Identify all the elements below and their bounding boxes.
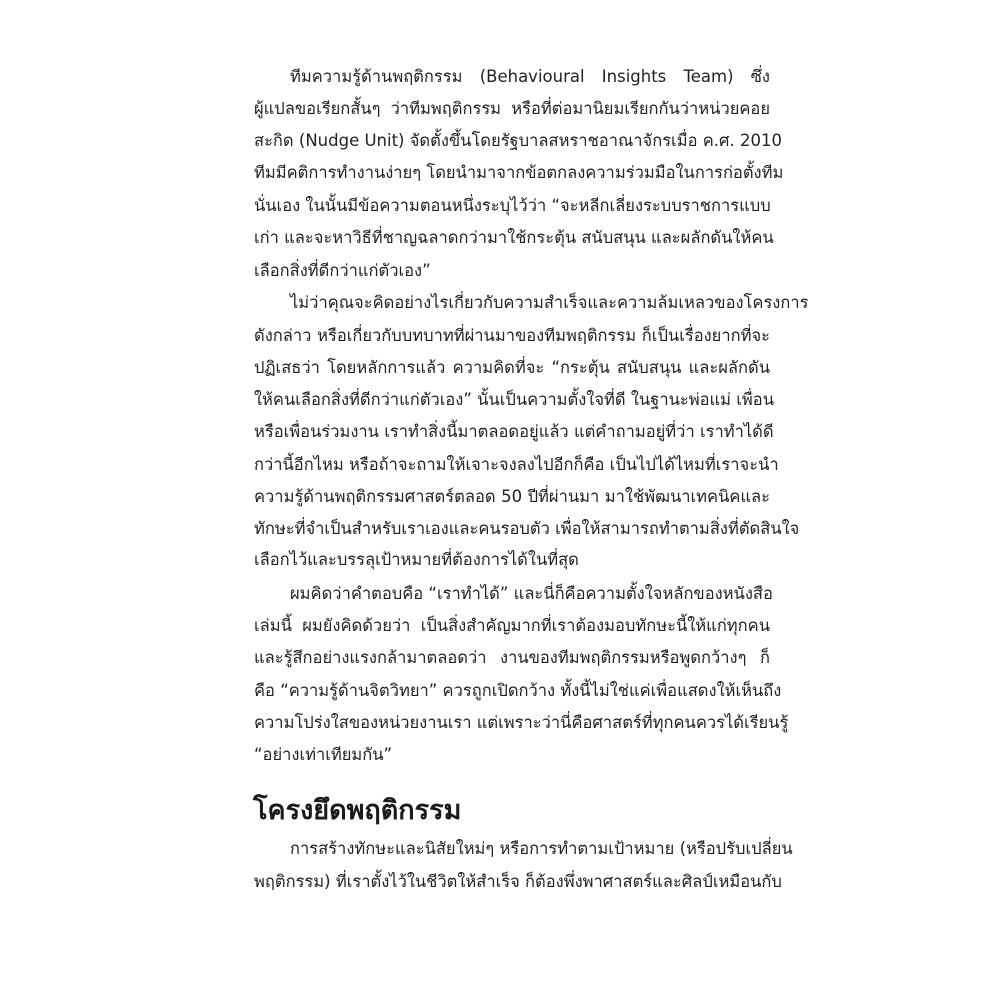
paragraph-2-line-5: หรือเพื่อนร่วมงาน เราทำสิ่งนี้มาตลอดอยู่แล้ว แต่คำถามอยู่ที่ว่า เราทำได้ดี	[254, 422, 774, 441]
paragraph-1-line-4: ทีมมีคติการทำงานง่ายๆ โดยนำมาจากข้อตกลงความร่วมมือในการก่อตั้งทีม	[254, 163, 784, 182]
paragraph-1-line-1: ทีมความรู้ด้านพฤติกรรม (Behavioural Insights Team) ซึ่ง	[290, 67, 770, 86]
paragraph-1-line-7: เลือกสิ่งที่ดีกว่าแก่ตัวเอง”	[254, 261, 431, 280]
paragraph-2-line-2: ดังกล่าว หรือเกี่ยวกับบทบาทที่ผ่านมาของทีมพฤติกรรม ก็เป็นเรื่องยากที่จะ	[254, 326, 770, 345]
paragraph-2-line-9: เลือกไว้และบรรลุเป้าหมายที่ต้องการได้ในที่สุด	[254, 550, 579, 569]
paragraph-2-line-3: ปฏิเสธว่า โดยหลักการแล้ว ความคิดที่จะ “กระตุ้น สนับสนุน และผลักดัน	[254, 358, 770, 377]
paragraph-1-line-5: นั่นเอง ในนั้นมีข้อความตอนหนึ่งระบุไว้ว่า “จะหลีกเลี่ยงระบบราชการแบบ	[254, 196, 771, 215]
paragraph-3-line-3: และรู้สึกอย่างแรงกล้ามาตลอดว่า งานของทีมพฤติกรรมหรือพูดกว้างๆ ก็	[254, 648, 770, 667]
paragraph-2-line-6: กว่านี้อีกไหม หรือถ้าจะถามให้เจาะจงลงไปอีกก็คือ เป็นไปได้ไหมที่เราจะนำ	[254, 455, 779, 474]
paragraph-3-line-1: ผมคิดว่าคำตอบคือ “เราทำได้” และนี่ก็คือความตั้งใจหลักของหนังสือ	[290, 584, 773, 603]
section-paragraph-line-1: การสร้างทักษะและนิสัยใหม่ๆ หรือการทำตามเป้าหมาย (หรือปรับเปลี่ยน	[290, 839, 793, 858]
paragraph-1-line-6: เก่า และจะหาวิธีที่ชาญฉลาดกว่ามาใช้กระตุ้น สนับสนุน และผลักดันให้คน	[254, 228, 774, 247]
paragraph-3-line-2: เล่มนี้ ผมยังคิดด้วยว่า เป็นสิ่งสำคัญมากที่เราต้องมอบทักษะนี้ให้แก่ทุกคน	[254, 616, 770, 635]
paragraph-1-line-2: ผู้แปลขอเรียกสั้นๆ ว่าทีมพฤติกรรม หรือที่ต่อมานิยมเรียกกันว่าหน่วยคอย	[254, 99, 770, 118]
paragraph-1-line-3: สะกิด (Nudge Unit) จัดตั้งขึ้นโดยรัฐบาลสหราชอาณาจักรเมื่อ ค.ศ. 2010	[254, 131, 782, 150]
paragraph-3-line-6: “อย่างเท่าเทียมกัน”	[254, 745, 393, 764]
paragraph-3-line-4: คือ “ความรู้ด้านจิตวิทยา” ควรถูกเปิดกว้าง ทั้งนี้ไม่ใช่แค่เพื่อแสดงให้เห็นถึง	[254, 681, 782, 700]
paragraph-2-line-8: ทักษะที่จำเป็นสำหรับเราเองและคนรอบตัว เพื่อให้สามารถทำตามสิ่งที่ตัดสินใจ	[254, 519, 800, 538]
paragraph-2-line-1: ไม่ว่าคุณจะคิดอย่างไรเกี่ยวกับความสำเร็จและความล้มเหลวของโครงการ	[290, 293, 809, 312]
section-paragraph-line-2: พฤติกรรม) ที่เราตั้งไว้ในชีวิตให้สำเร็จ ก็ต้องพึ่งพาศาสตร์และศิลป์เหมือนกับ	[254, 872, 782, 891]
paragraph-2-line-7: ความรู้ด้านพฤติกรรมศาสตร์ตลอด 50 ปีที่ผ่านมา มาใช้พัฒนาเทคนิคและ	[254, 487, 770, 506]
section-heading: โครงยึดพฤติกรรม	[253, 795, 462, 826]
paragraph-3-line-5: ความโปร่งใสของหน่วยงานเรา แต่เพราะว่านี่คือศาสตร์ที่ทุกคนควรได้เรียนรู้	[254, 713, 789, 732]
paragraph-2-line-4: ให้คนเลือกสิ่งที่ดีกว่าแก่ตัวเอง” นั้นเป็นความตั้งใจที่ดี ในฐานะพ่อแม่ เพื่อน	[254, 390, 774, 409]
